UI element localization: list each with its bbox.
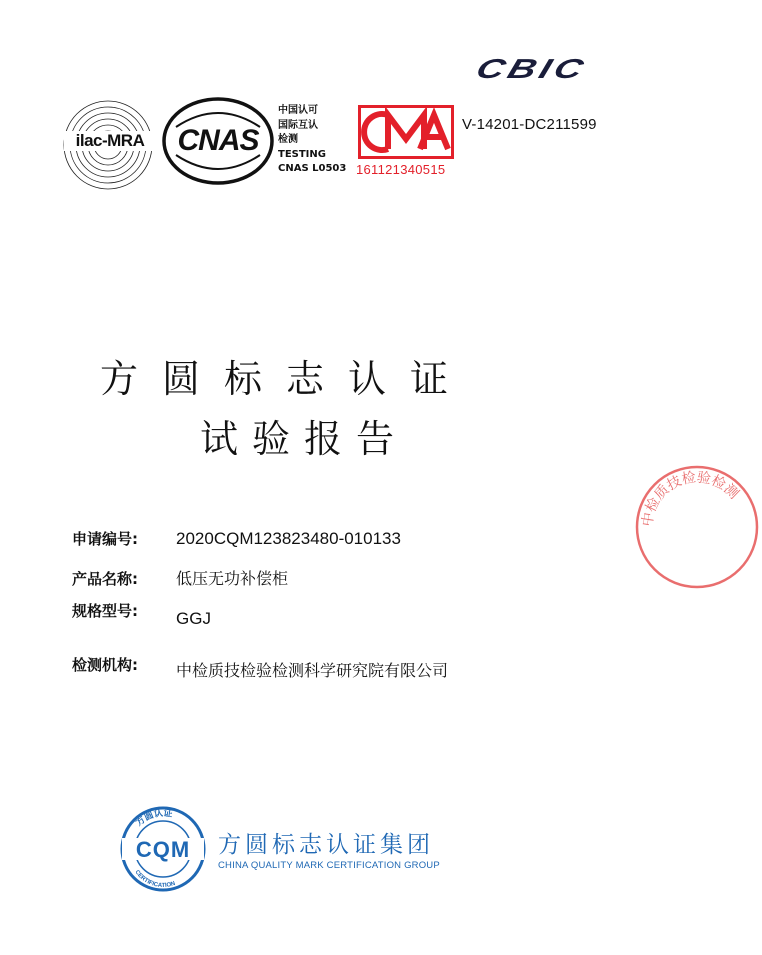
field-value: 中检质技检验检测科学研究院有限公司 [176, 661, 449, 680]
official-seal [632, 462, 762, 592]
svg-text:中检质技检验检测 [639, 469, 742, 528]
field-value: 2020CQM123823480-010133 [176, 529, 401, 548]
cqm-ring-bottom: CERTIFICATION [133, 869, 177, 890]
cqm-logo [118, 806, 208, 892]
cbic-logo: CBIC [472, 54, 591, 85]
cnas-logo-text: CNAS [177, 124, 259, 157]
cnas-info-line: CNAS L0503 [278, 163, 347, 174]
cma-number: 161121340515 [356, 162, 446, 177]
cqm-logo-text: CQM [135, 837, 191, 862]
field-label: 申请编号: [72, 530, 138, 548]
field-label: 产品名称: [72, 570, 138, 588]
report-title-line2: 试验报告 [200, 417, 409, 461]
report-title-line1: 方圆标志认证 [100, 357, 473, 401]
group-name-chinese: 方圆标志认证集团 [218, 832, 434, 858]
cnas-accreditation-info [278, 104, 346, 177]
svg-text:CERTIFICATION [133, 869, 176, 889]
cnas-info-line: 中国认可 [278, 105, 318, 116]
field-product-name [72, 566, 288, 589]
field-value: 低压无功补偿柜 [176, 569, 289, 588]
field-model [72, 600, 211, 628]
group-name-english: CHINA QUALITY MARK CERTIFICATION GROUP [218, 860, 440, 871]
cnas-info-line: 检测 [278, 134, 298, 145]
field-application-number [72, 528, 401, 549]
cnas-info-line: TESTING [278, 148, 326, 160]
seal-text: 中检质技检验检测 [639, 469, 742, 528]
cqm-ring-top: 方圆认证 [134, 808, 174, 829]
field-label: 规格型号: [72, 602, 138, 620]
cma-logo [358, 105, 454, 159]
ilac-logo-text: ilac-MRA [64, 131, 156, 151]
field-label: 检测机构: [72, 656, 138, 674]
field-testing-institution [72, 652, 449, 680]
cnas-info-line: 国际互认 [278, 119, 318, 131]
field-value: GGJ [176, 609, 211, 628]
report-code: V-14201-DC211599 [462, 116, 597, 133]
